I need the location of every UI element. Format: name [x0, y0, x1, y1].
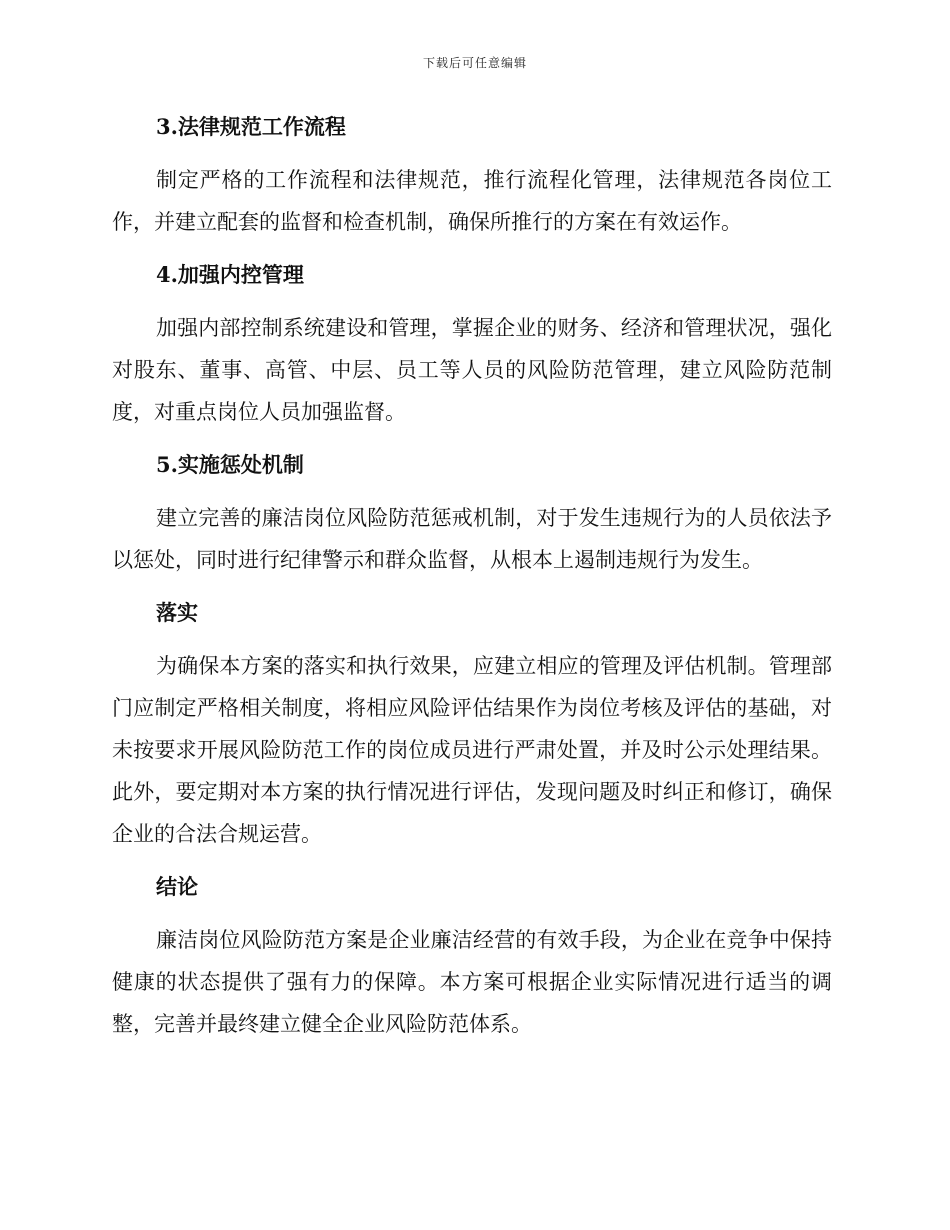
- section-paragraph-4: 加强内部控制系统建设和管理，掌握企业的财务、经济和管理状况，强化对股东、董事、高管、中层、员工等人员的风险防范管理，建立风险防范制度，对重点岗位人员加强监督。: [112, 316, 832, 424]
- section-heading-implementation: 落实: [156, 600, 198, 625]
- section-paragraph-5: 建立完善的廉洁岗位风险防范惩戒机制，对于发生违规行为的人员依法予以惩处，同时进行纪律警示和群众监督，从根本上遏制违规行为发生。: [112, 506, 832, 572]
- section-paragraph-conclusion: 廉洁岗位风险防范方案是企业廉洁经营的有效手段，为企业在竞争中保持健康的状态提供了强有力的保障。本方案可根据企业实际情况进行适当的调整，完善并最终建立健全企业风险防范体系。: [112, 928, 832, 1036]
- document-body: [112, 106, 832, 1056]
- section-heading-4: 4.加强内控管理: [156, 262, 304, 287]
- section-heading-3: 3.法律规范工作流程: [156, 114, 346, 139]
- page-header: 下载后可任意编辑: [422, 56, 527, 70]
- section-paragraph-3: 制定严格的工作流程和法律规范，推行流程化管理，法律规范各岗位工作，并建立配套的监督和检查机制，确保所推行的方案在有效运作。: [112, 168, 832, 234]
- section-heading-conclusion: 结论: [156, 874, 198, 899]
- section-paragraph-implementation: 为确保本方案的落实和执行效果，应建立相应的管理及评估机制。管理部门应制定严格相关制度，将相应风险评估结果作为岗位考核及评估的基础，对未按要求开展风险防范工作的岗位成员进行严肃处置，并及时公示处理结果。此外，要定期对本方案的执行情况进行评估，发现问题及时纠正和修订，确保企业的合法合规运营。: [112, 654, 832, 846]
- section-heading-5: 5.实施惩处机制: [156, 452, 304, 477]
